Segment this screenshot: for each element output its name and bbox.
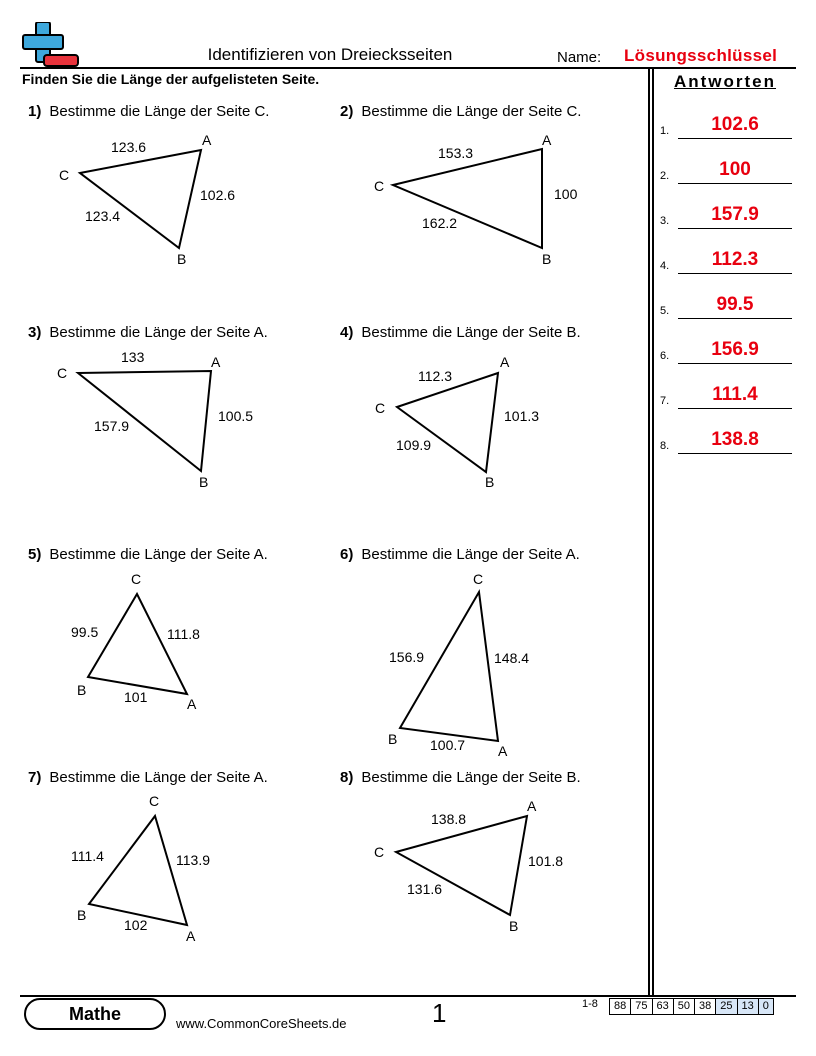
answer-value: 138.8 xyxy=(711,429,759,450)
problem-text: Bestimme die Länge der Seite B. xyxy=(361,769,581,786)
problem-number: 4) xyxy=(340,324,354,341)
triangle-3 xyxy=(78,371,211,471)
vertex-label: B xyxy=(388,731,398,747)
vertex-label: C xyxy=(374,178,385,194)
side-length: 100.5 xyxy=(218,408,254,424)
side-length: 123.4 xyxy=(85,208,121,224)
vertex-label: C xyxy=(59,167,70,183)
vertex-label: B xyxy=(77,907,87,923)
side-length: 111.8 xyxy=(167,626,200,642)
vertex-label: C xyxy=(374,844,385,860)
score-table xyxy=(610,998,774,1015)
answer-value: 156.9 xyxy=(711,339,759,360)
vertex-label: B xyxy=(485,474,495,490)
vertex-label: A xyxy=(498,743,508,759)
vertex-label: A xyxy=(202,132,212,148)
answer-line xyxy=(678,318,792,319)
score-cell: 13 xyxy=(737,998,759,1015)
answer-column-divider xyxy=(648,67,650,995)
side-length: 156.9 xyxy=(389,649,425,665)
answer-row-2 xyxy=(660,160,792,184)
score-cell: 38 xyxy=(694,998,716,1015)
side-length: 100.7 xyxy=(430,737,466,753)
answer-column-divider-2 xyxy=(652,67,654,995)
instructions: Finden Sie die Länge der aufgelisteten Seite. xyxy=(22,71,320,87)
problem-7-prompt xyxy=(28,769,268,786)
vertex-label: C xyxy=(149,793,160,809)
vertex-label: A xyxy=(211,354,221,370)
score-cell: 88 xyxy=(609,998,631,1015)
answer-value: 111.4 xyxy=(712,384,758,405)
side-length: 100 xyxy=(554,186,578,202)
triangle-5 xyxy=(88,594,187,694)
answer-line xyxy=(678,228,792,229)
side-length: 101.3 xyxy=(504,408,540,424)
answer-number: 1. xyxy=(660,125,670,137)
problem-text: Bestimme die Länge der Seite C. xyxy=(49,103,270,120)
triangle-4 xyxy=(397,373,498,472)
vertex-label: C xyxy=(57,365,68,381)
answers-heading: Antworten xyxy=(673,72,777,91)
problem-number: 5) xyxy=(28,546,42,563)
problem-6-prompt xyxy=(340,546,580,563)
answer-row-6 xyxy=(660,340,792,364)
vertex-label: B xyxy=(199,474,209,490)
problem-4-prompt xyxy=(340,324,581,341)
score-cell: 0 xyxy=(758,998,774,1015)
answer-row-7 xyxy=(660,385,792,409)
vertex-label: B xyxy=(177,251,187,267)
answer-value: 102.6 xyxy=(711,114,759,135)
side-length: 112.3 xyxy=(418,368,452,384)
triangle-1 xyxy=(80,150,201,248)
problem-number: 6) xyxy=(340,546,354,563)
answer-number: 3. xyxy=(660,215,670,227)
answer-value: 157.9 xyxy=(711,204,759,225)
problem-text: Bestimme die Länge der Seite C. xyxy=(361,103,582,120)
score-cell: 25 xyxy=(715,998,737,1015)
problem-text: Bestimme die Länge der Seite B. xyxy=(361,324,581,341)
side-length: 133 xyxy=(121,349,145,365)
answer-row-8 xyxy=(660,430,792,454)
answer-row-4 xyxy=(660,250,792,274)
triangle-7 xyxy=(89,816,187,925)
answer-number: 2. xyxy=(660,170,670,182)
problem-text: Bestimme die Länge der Seite A. xyxy=(49,546,268,563)
problem-text: Bestimme die Länge der Seite A. xyxy=(361,546,580,563)
answer-row-3 xyxy=(660,205,792,229)
answer-key-label: Lösungsschlüssel xyxy=(624,46,778,65)
problem-text: Bestimme die Länge der Seite A. xyxy=(49,324,268,341)
footer-rule xyxy=(20,995,796,997)
vertex-label: A xyxy=(186,928,196,944)
score-cell: 50 xyxy=(673,998,695,1015)
answer-line xyxy=(678,363,792,364)
answer-line xyxy=(678,138,792,139)
answer-line xyxy=(678,453,792,454)
side-length: 109.9 xyxy=(396,437,432,453)
vertex-label: C xyxy=(473,571,484,587)
side-length: 102.6 xyxy=(200,187,236,203)
brand-badge: Mathe xyxy=(24,998,166,1030)
problem-1-prompt xyxy=(28,103,269,120)
score-cell: 63 xyxy=(652,998,674,1015)
side-length: 162.2 xyxy=(422,215,458,231)
triangle-8 xyxy=(396,816,527,915)
vertex-label: B xyxy=(509,918,519,934)
answer-value: 100 xyxy=(719,159,751,180)
answer-number: 6. xyxy=(660,350,670,362)
problem-3-prompt xyxy=(28,324,268,341)
vertex-label: A xyxy=(527,798,537,814)
answer-line xyxy=(678,408,792,409)
problem-number: 7) xyxy=(28,769,42,786)
page-title: Identifizieren von Dreiecksseiten xyxy=(207,45,453,64)
page-number: 1 xyxy=(432,998,447,1028)
side-length: 123.6 xyxy=(111,139,147,155)
name-label: Name: xyxy=(557,49,602,66)
answer-value: 112.3 xyxy=(711,249,759,270)
answer-line xyxy=(678,183,792,184)
side-length: 101 xyxy=(124,689,148,705)
side-length: 102 xyxy=(124,917,148,933)
score-range-label: 1-8 xyxy=(582,998,598,1010)
side-length: 157.9 xyxy=(94,418,130,434)
side-length: 148.4 xyxy=(494,650,530,666)
problem-text: Bestimme die Länge der Seite A. xyxy=(49,769,268,786)
vertex-label: C xyxy=(375,400,386,416)
vertex-label: A xyxy=(500,354,510,370)
answer-number: 8. xyxy=(660,440,670,452)
side-length: 101.8 xyxy=(528,853,564,869)
problem-2-prompt xyxy=(340,103,581,120)
vertex-label: A xyxy=(542,132,552,148)
vertex-label: B xyxy=(542,251,552,267)
logo-icon xyxy=(22,22,80,68)
triangle-2 xyxy=(393,149,542,248)
answer-line xyxy=(678,273,792,274)
side-length: 111.4 xyxy=(71,848,104,864)
triangle-6 xyxy=(400,592,498,741)
problem-number: 2) xyxy=(340,103,354,120)
side-length: 99.5 xyxy=(71,624,99,640)
site-url: www.CommonCoreSheets.de xyxy=(176,1016,347,1031)
vertex-label: C xyxy=(131,571,142,587)
side-length: 138.8 xyxy=(431,811,467,827)
problem-number: 8) xyxy=(340,769,354,786)
problem-number: 1) xyxy=(28,103,42,120)
header-rule xyxy=(20,67,796,69)
side-length: 113.9 xyxy=(176,852,210,868)
problem-8-prompt xyxy=(340,769,581,786)
vertex-label: A xyxy=(187,696,197,712)
answer-number: 7. xyxy=(660,395,670,407)
score-cell: 75 xyxy=(630,998,652,1015)
side-length: 131.6 xyxy=(407,881,443,897)
answer-number: 4. xyxy=(660,260,670,272)
side-length: 153.3 xyxy=(438,145,474,161)
problem-5-prompt xyxy=(28,546,268,563)
vertex-label: B xyxy=(77,682,87,698)
problem-number: 3) xyxy=(28,324,42,341)
answer-number: 5. xyxy=(660,305,670,317)
answer-value: 99.5 xyxy=(716,294,754,315)
answer-row-1 xyxy=(660,115,792,139)
answer-row-5 xyxy=(660,295,792,319)
